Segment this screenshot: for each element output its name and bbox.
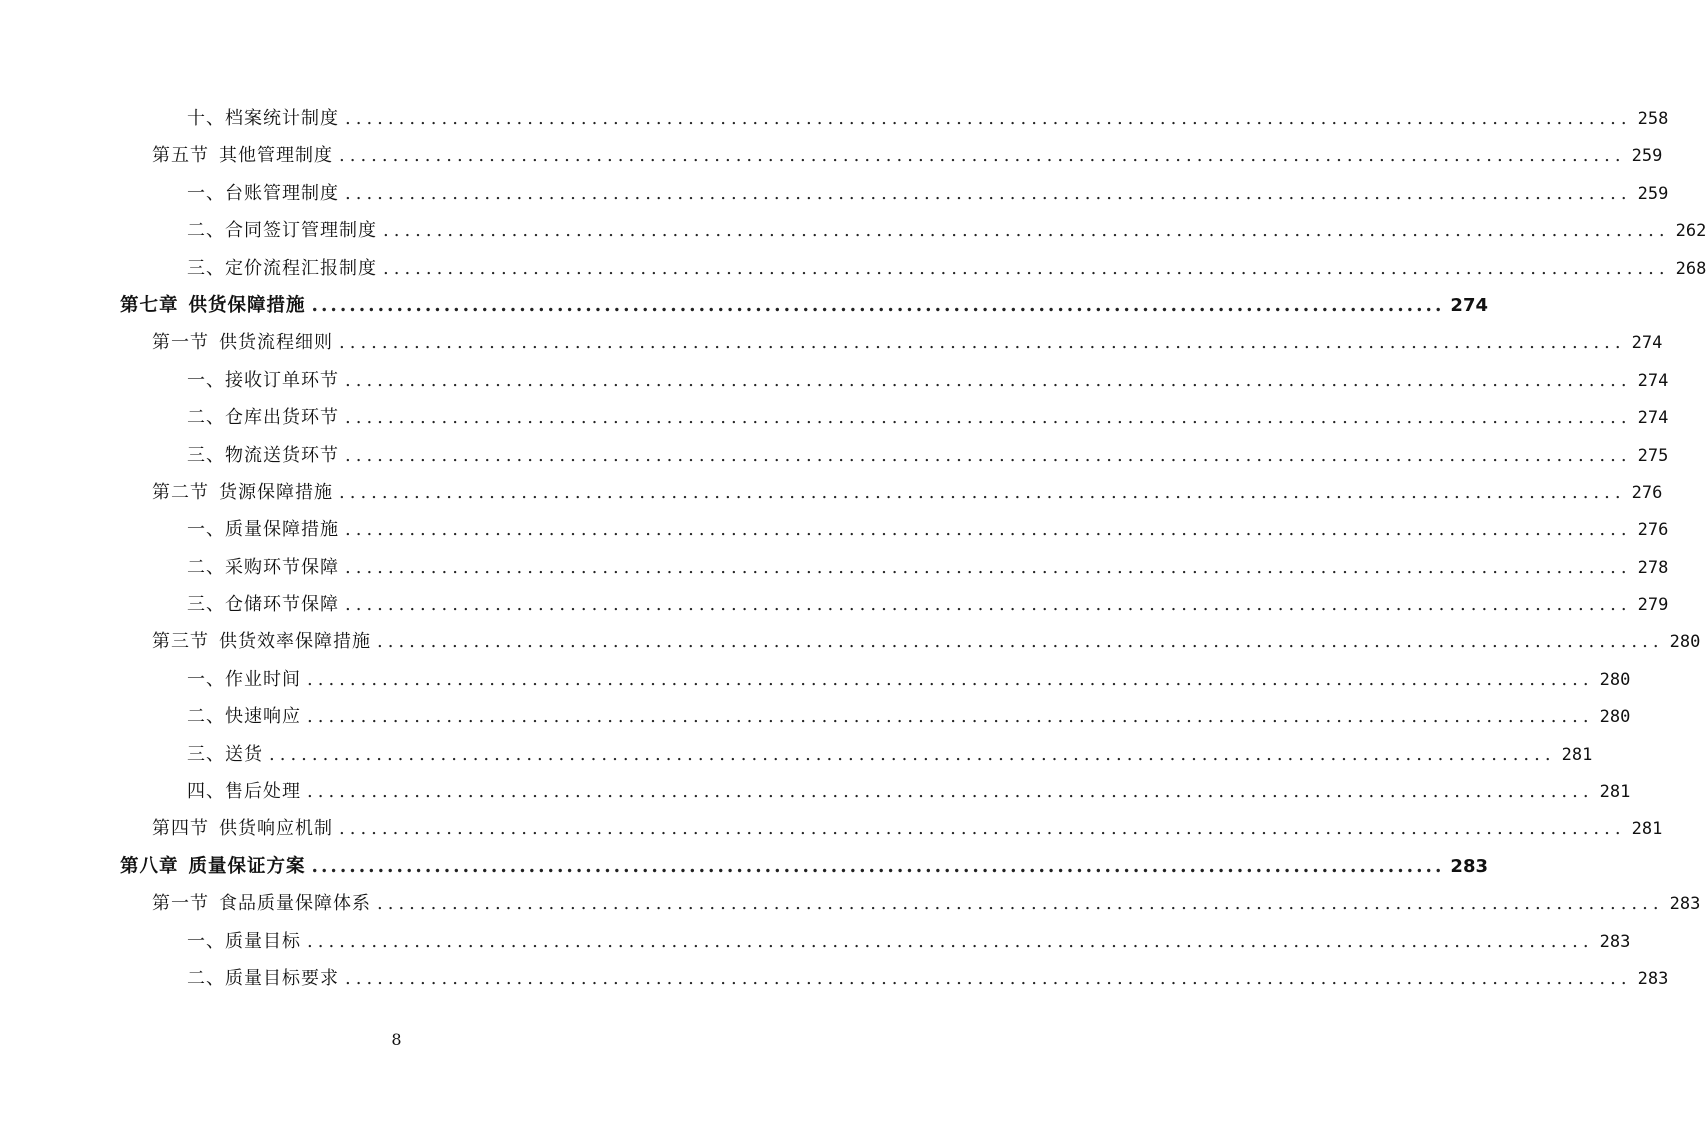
toc-entry-title: 物流送货环节 — [225, 444, 339, 466]
dot-leader: ........................................................................................................................ — [345, 444, 1632, 466]
toc-entry[interactable] — [120, 399, 1669, 436]
dot-leader: ........................................................................................................................ — [345, 407, 1632, 429]
toc-entry[interactable] — [120, 437, 1669, 474]
toc-entry[interactable] — [120, 362, 1669, 399]
toc-entry-number: 一、 — [187, 668, 225, 690]
toc-entry-title: 售后处理 — [225, 781, 301, 803]
toc-entry-page: 262 — [1675, 221, 1706, 242]
toc-entry-number: 三、 — [187, 444, 225, 466]
toc-entry[interactable] — [120, 137, 1663, 174]
toc-entry[interactable] — [120, 661, 1631, 698]
toc-entry-number: 第七章 — [120, 294, 179, 316]
toc-entry-title: 质量保障措施 — [225, 519, 339, 541]
toc-entry-number: 第三节 — [152, 631, 209, 653]
toc-entry-title: 供货响应机制 — [219, 818, 333, 840]
toc-entry-page: 279 — [1637, 595, 1669, 616]
toc-chapter-entry[interactable] — [120, 848, 1488, 885]
toc-entry-title: 仓库出货环节 — [225, 407, 339, 429]
toc-entry-title: 合同签订管理制度 — [225, 220, 377, 242]
toc-entry-page: 268 — [1675, 258, 1706, 279]
toc-entry-title: 档案统计制度 — [225, 108, 339, 129]
dot-leader: ........................................................................................................................ — [307, 668, 1594, 690]
toc-entry[interactable] — [120, 773, 1631, 810]
toc-entry-page: 278 — [1637, 557, 1669, 578]
toc-entry-title: 作业时间 — [225, 668, 301, 690]
toc-entry[interactable] — [120, 250, 1706, 287]
toc-entry-title: 食品质量保障体系 — [219, 893, 371, 915]
toc-entry-number: 三、 — [187, 594, 225, 616]
toc-entry-page: 274 — [1637, 370, 1669, 391]
toc-entry-number: 二、 — [187, 220, 225, 242]
dot-leader: ........................................................................................................................ — [377, 631, 1664, 653]
toc-entry-page: 274 — [1450, 294, 1488, 316]
toc-entry-title: 货源保障措施 — [219, 481, 333, 503]
toc-entry[interactable] — [120, 810, 1663, 847]
toc-entry-number: 一、 — [187, 519, 225, 541]
toc-entry-page: 259 — [1631, 146, 1663, 167]
toc-entry-title: 台账管理制度 — [225, 182, 339, 204]
toc-entry-number: 第一节 — [152, 332, 209, 354]
dot-leader: ........................................................................................................................ — [383, 257, 1670, 279]
toc-entry-number: 二、 — [187, 407, 225, 429]
toc-entry-page: 274 — [1631, 333, 1663, 354]
toc-entry[interactable] — [120, 623, 1701, 660]
toc-entry-page: 283 — [1669, 894, 1701, 915]
toc-entry-number: 三、 — [187, 257, 225, 279]
toc-entry-page: 280 — [1599, 707, 1631, 728]
toc-entry-page: 276 — [1637, 520, 1669, 541]
toc-entry-page: 283 — [1450, 855, 1488, 877]
dot-leader: ........................................................................................................................ — [311, 855, 1445, 877]
dot-leader: ........................................................................................................................ — [311, 294, 1445, 316]
toc-chapter-entry[interactable] — [120, 287, 1488, 324]
toc-entry-number: 第四节 — [152, 818, 209, 840]
toc-entry-title: 定价流程汇报制度 — [225, 257, 377, 279]
toc-entry-number: 四、 — [187, 781, 225, 803]
dot-leader: ........................................................................................................................ — [345, 519, 1632, 541]
toc-entry[interactable] — [120, 511, 1669, 548]
dot-leader: ........................................................................................................................ — [383, 220, 1670, 242]
toc-entry-number: 第八章 — [120, 855, 179, 877]
dot-leader: ........................................................................................................................ — [345, 556, 1632, 578]
toc-entry-number: 二、 — [187, 967, 225, 989]
dot-leader: ........................................................................................................................ — [339, 332, 1626, 354]
toc-entry-number: 一、 — [187, 182, 225, 204]
toc-entry-number: 十、 — [187, 108, 225, 129]
toc-entry[interactable] — [120, 324, 1663, 361]
dot-leader: ........................................................................................................................ — [307, 781, 1594, 803]
toc-entry-title: 快速响应 — [225, 706, 301, 728]
dot-leader: ........................................................................................................................ — [377, 893, 1664, 915]
toc-entry-title: 其他管理制度 — [219, 145, 333, 167]
toc-entry[interactable] — [120, 885, 1701, 922]
toc-entry[interactable] — [120, 474, 1663, 511]
toc-entry-page: 283 — [1637, 968, 1669, 989]
dot-leader: ........................................................................................................................ — [345, 594, 1632, 616]
toc-entry-page: 275 — [1637, 445, 1669, 466]
dot-leader: ........................................................................................................................ — [307, 706, 1594, 728]
toc-entry-number: 一、 — [187, 369, 225, 391]
toc-entry-title: 质量目标要求 — [225, 967, 339, 989]
toc-entry-number: 第二节 — [152, 481, 209, 503]
toc-entry-title: 供货流程细则 — [219, 332, 333, 354]
dot-leader: ........................................................................................................................ — [345, 967, 1632, 989]
toc-entry-page: 281 — [1631, 819, 1663, 840]
dot-leader: ........................................................................................................................ — [345, 108, 1632, 129]
table-of-contents — [120, 100, 1706, 997]
toc-entry-page: 280 — [1599, 669, 1631, 690]
toc-entry-title: 供货保障措施 — [188, 294, 306, 316]
dot-leader: ........................................................................................................................ — [345, 182, 1632, 204]
toc-entry-number: 三、 — [187, 743, 225, 765]
toc-entry[interactable] — [120, 923, 1631, 960]
toc-entry-title: 接收订单环节 — [225, 369, 339, 391]
dot-leader: ........................................................................................................................ — [345, 369, 1632, 391]
toc-entry-page: 276 — [1631, 482, 1663, 503]
toc-entry-title: 供货效率保障措施 — [219, 631, 371, 653]
toc-entry[interactable] — [120, 100, 1669, 137]
page-number: 8 — [391, 1030, 402, 1049]
toc-entry-title: 质量保证方案 — [188, 855, 306, 877]
toc-entry-page: 258 — [1637, 109, 1669, 129]
dot-leader: ........................................................................................................................ — [339, 481, 1626, 503]
toc-entry-page: 281 — [1561, 744, 1593, 765]
toc-entry-title: 采购环节保障 — [225, 556, 339, 578]
toc-entry-page: 283 — [1599, 931, 1631, 952]
toc-entry-number: 一、 — [187, 930, 225, 952]
toc-entry-title: 仓储环节保障 — [225, 594, 339, 616]
toc-entry-page: 259 — [1637, 183, 1669, 204]
toc-entry[interactable] — [120, 212, 1706, 249]
toc-entry-title: 送货 — [225, 743, 263, 765]
dot-leader: ........................................................................................................................ — [339, 818, 1626, 840]
dot-leader: ........................................................................................................................ — [269, 743, 1556, 765]
toc-entry-page: 274 — [1637, 408, 1669, 429]
toc-entry[interactable] — [120, 736, 1593, 773]
toc-entry-page: 280 — [1669, 632, 1701, 653]
toc-entry-title: 质量目标 — [225, 930, 301, 952]
toc-entry-number: 第五节 — [152, 145, 209, 167]
toc-entry[interactable] — [120, 586, 1669, 623]
toc-entry-number: 二、 — [187, 706, 225, 728]
toc-entry[interactable] — [120, 960, 1669, 997]
dot-leader: ........................................................................................................................ — [307, 930, 1594, 952]
toc-entry-number: 第一节 — [152, 893, 209, 915]
toc-entry[interactable] — [120, 175, 1669, 212]
toc-entry[interactable] — [120, 549, 1669, 586]
toc-entry-page: 281 — [1599, 782, 1631, 803]
toc-entry[interactable] — [120, 698, 1631, 735]
dot-leader: ........................................................................................................................ — [339, 145, 1626, 167]
toc-entry-number: 二、 — [187, 556, 225, 578]
